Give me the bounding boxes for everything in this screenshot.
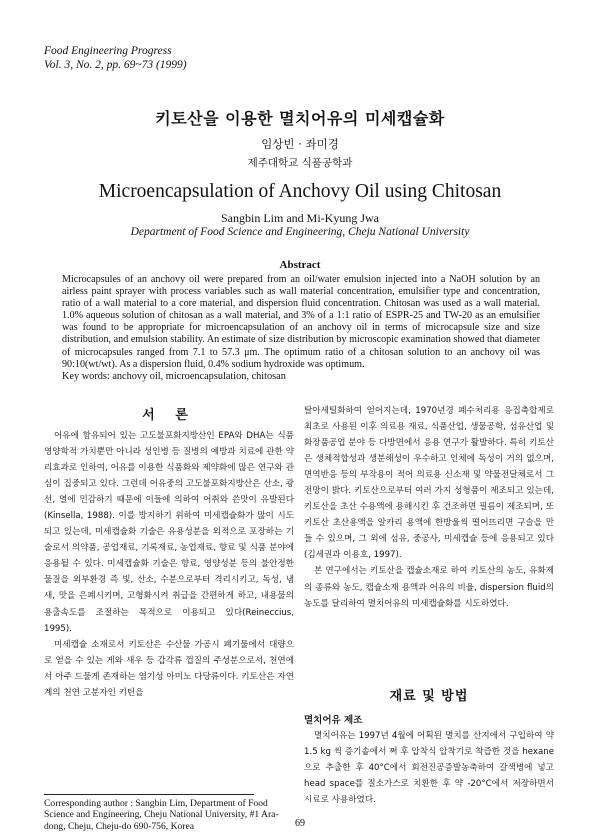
- english-affiliation: Department of Food Science and Engineering, Cheju National University: [130, 226, 470, 238]
- journal-name: Food Engineering Progress: [44, 45, 172, 57]
- korean-title: 키토산을 이용한 멸치어유의 미세캡슐화: [155, 109, 445, 128]
- methods-heading: 재료 및 방법: [389, 689, 469, 704]
- journal-citation: [44, 44, 187, 72]
- left-column: [44, 428, 294, 701]
- intro-paragraph-1: 어유에 함유되어 있는 고도불포화지방산인 EPA와 DHA는 식품영양학적 가치뿐만 아니라 성인병 등 질병의 예방과 치료에 관한 약리효과로 인하여, 어유를 이용한 식품화와 제약화에 많은 연구와 관심이 집중되고 있다. 그런데 어유중의 고도불포화지방산은 산소, 광선, 열에 민감하기 때문에 이들에 의하여 어취와 쓴맛이 유발된다 (Kinsella, 1988). 이를 방지하기 위하여 미세캡슐화가 많이 시도되고 있는데, 미세캡슐화 기술은 유용성분을 외적으로 포장하는 기술로서 의약품, 공업재료, 기록재료, 농업재료, 향료 및 식품 분야에 응용될 수 있다. 미세캡슐화 기술은 향료, 영양성분 등의 불안정한 물질을 외부환경 즉 빛, 산소, 수분으로부터 격리시키고, 독성, 냄새, 맛을 은폐시키며, 고형화시켜 취급을 간편하게 하고, 내용물의 용출속도를 조절하는 목적으로 이용되고 있다(Reineccius, 1995).: [44, 431, 294, 634]
- footnote-rule: [44, 794, 254, 795]
- abstract-heading: Abstract: [279, 259, 321, 271]
- methods-paragraph-1: 멸치어유는 1997년 4월에 어획된 멸치를 산지에서 구입하여 약 1.5 kg 씩 증기솥에서 쪄 후 압착식 압착기로 착즙한 것을 hexane으로 추출한 후 40°C에서 회전진공증발농축하여 갈색병에 넣고 head space를 질소가스로 치환한 후 약 -20°C에서 저장하면서 시료로 사용하였다.: [304, 731, 554, 806]
- abstract-text: Microcapsules of an anchovy oil were prepared from an oil/water emulsion injected into a NaOH solution by an airless paint sprayer with process variables such as wall material concentration, emulsifier type and concentration, ratio of a wall material to a core material, and dispersion fluid concentration. Chitosan was used as a wall material. 1.0% aqueous solution of chitosan as a wall material, and 3% of a 1:1 ratio of ESPR-25 and TW-20 as an emulsifier was found to be appropriate for microencapsulation of an anchovy oil in terms of microcapsule size and size distribution, and emulsion stability. An estimate of size distribution by microscopic examination showed that diameter of microcapsules ranged from 7.1 to 57.3 μm. The optimum ratio of a chitosan solution to an anchovy oil was 90:10(wt/wt). As a dispersion fluid, 0.4% sodium hydroxide was optimum.: [62, 274, 540, 370]
- correspondence-note: Corresponding author : Sangbin Lim, Department of Food Science and Engineering, Cheju National University, #1 Ara-dong, Cheju, Cheju-do 690-756, Korea: [44, 798, 279, 832]
- intro-paragraph-3: 탈아세틸화하여 얻어지는데, 1970년경 폐수처리용 응집축합제로 최초로 사용된 이후 의료용 재료, 식품산업, 생물공학, 섬유산업 및 화장품공업 분야 등 다방면에서 응용 연구가 활발하다. 특히 키토산은 생체적합성과 생분해성이 우수하고 인체에 독성이 거의 없으며, 면역반응 등의 부작용이 적어 의료용 신소재 및 약물전달체로서 그 전망이 밝다. 키토산으로부터 여러 가지 성형품이 제조되고 있는데, 키토산을 초산 수용액에 용해시킨 후 건조하면 필름이 제조되며, 또 키토산 초산용액을 알카리 용액에 한방울씩 떨어뜨리면 구슬을 만들 수 있으며, 그 외에 섬유, 중공사, 미세캡슐 등에 응용되고 있다(김세권과 이용호, 1997).: [304, 406, 554, 561]
- methods-subheading: 멸치어유 제조: [304, 715, 363, 726]
- intro-heading: 서 론: [142, 408, 196, 423]
- korean-affiliation: 제주대학교 식품공학과: [247, 157, 353, 169]
- intro-paragraph-4: 본 연구에서는 키토산을 캡슐소재로 하여 키토산의 농도, 유화제의 종류와 농도, 캡슐소재 용액과 어유의 비율, dispersion fluid의 농도를 달리하여 멸치어유의 미세캡슐화를 시도하였다.: [304, 566, 554, 609]
- korean-authors: 임상빈 · 좌미경: [261, 137, 339, 151]
- right-column: [304, 403, 554, 612]
- english-authors: Sangbin Lim and Mi-Kyung Jwa: [221, 211, 379, 225]
- journal-volume: Vol. 3, No. 2, pp. 69~73 (1999): [44, 59, 187, 71]
- english-title: Microencapsulation of Anchovy Oil using Chitosan: [98, 181, 502, 202]
- methods-text: [304, 728, 554, 808]
- intro-paragraph-2: 미세캡슐 소재로서 키토산은 수산물 가공시 폐기물에서 대량으로 얻을 수 있는 게와 새우 등 갑각류 껍질의 주성분으로서, 천연에서 아주 드물게 존재하는 염기성 아미노 다당류이다. 키토산은 자연계의 천연 고분자인 키틴을: [44, 639, 294, 698]
- keywords: Key words: anchovy oil, microencapsulation, chitosan: [62, 371, 286, 382]
- page-number: 69: [295, 818, 305, 829]
